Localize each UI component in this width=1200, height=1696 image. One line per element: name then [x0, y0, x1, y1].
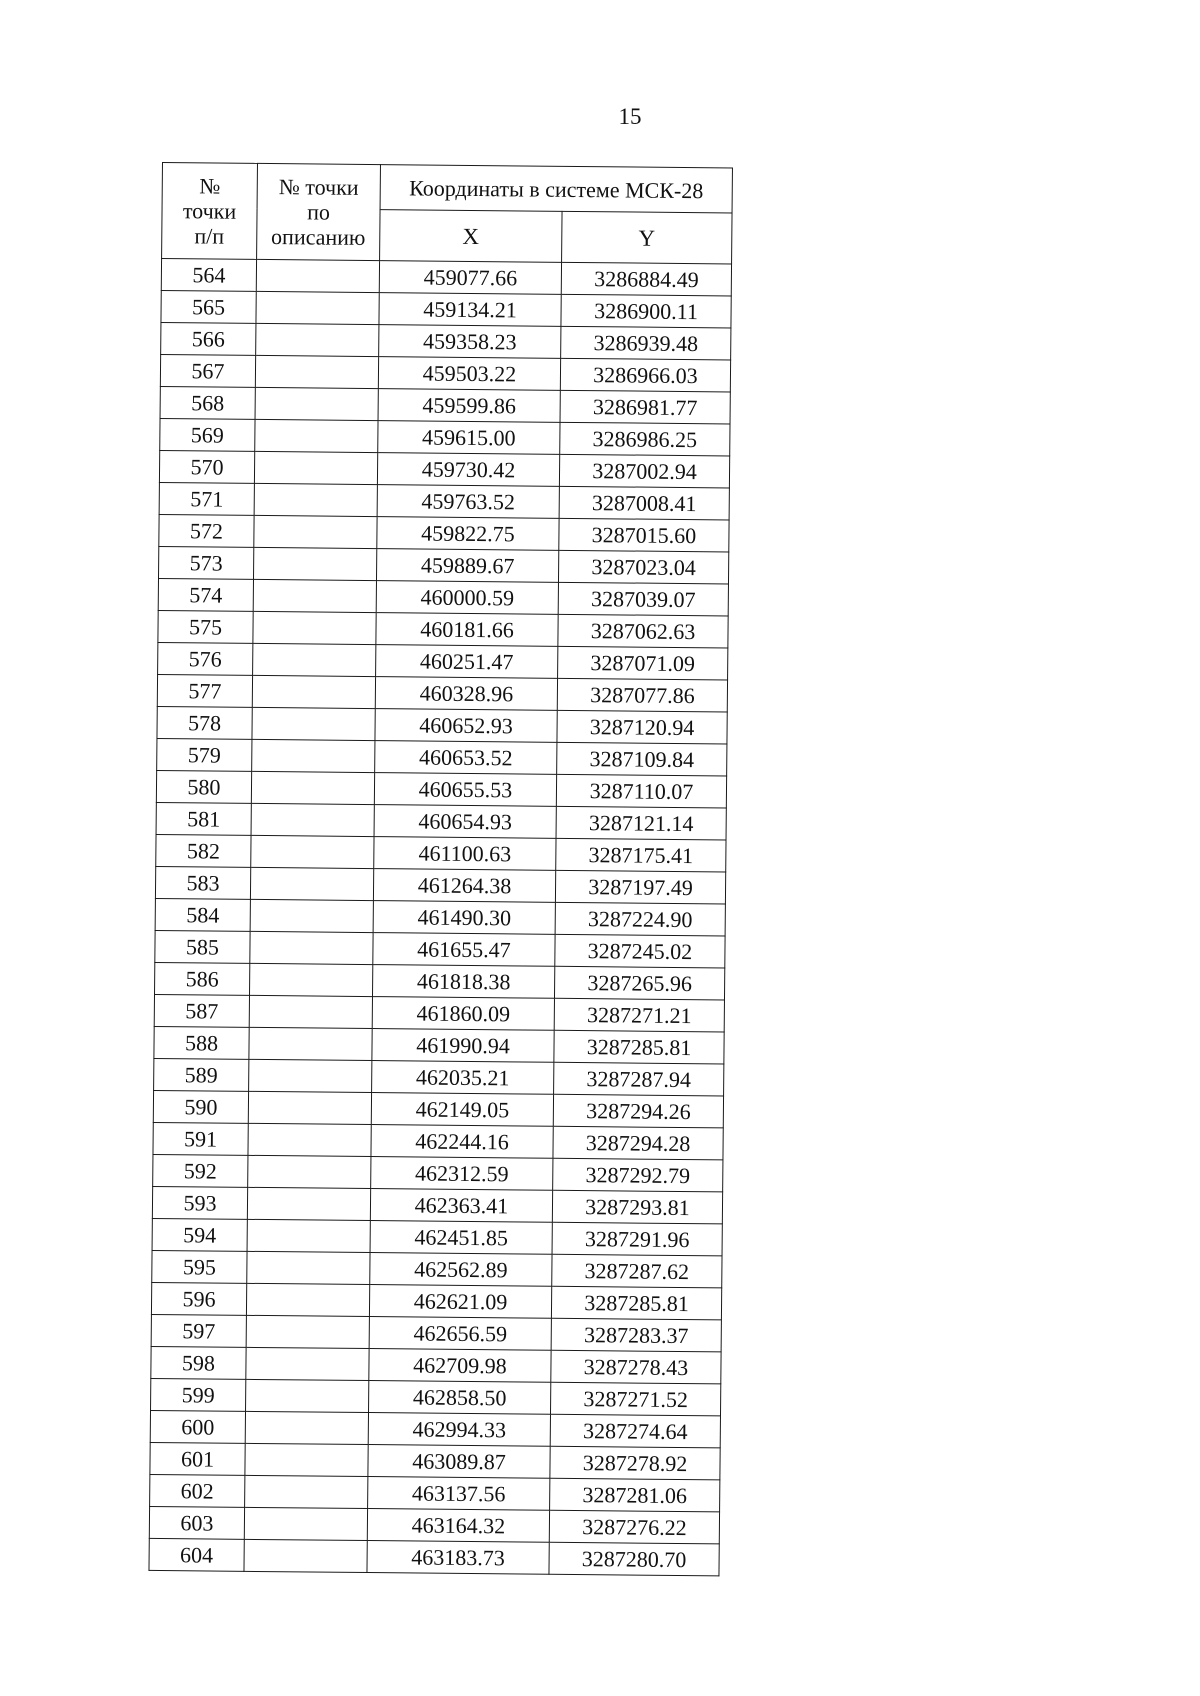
cell-point-number: 578 [157, 706, 252, 739]
cell-point-number: 581 [156, 802, 251, 835]
cell-y: 3287280.70 [549, 1542, 719, 1576]
header-row-top [162, 163, 732, 213]
cell-description-number [246, 1283, 369, 1316]
cell-point-number: 571 [159, 482, 254, 515]
cell-description-number [244, 1539, 367, 1572]
cell-point-number: 567 [160, 354, 255, 387]
cell-point-number: 598 [151, 1346, 246, 1379]
cell-description-number [251, 835, 374, 868]
cell-x: 462562.89 [370, 1253, 552, 1287]
cell-y: 3286884.49 [561, 262, 731, 296]
cell-y: 3287015.60 [559, 518, 729, 552]
cell-point-number: 584 [155, 898, 250, 931]
cell-description-number [249, 1027, 372, 1060]
cell-point-number: 580 [156, 770, 251, 803]
cell-y: 3287294.26 [553, 1094, 723, 1128]
cell-x: 461990.94 [372, 1029, 554, 1063]
cell-y: 3287274.64 [550, 1414, 720, 1448]
cell-x: 462363.41 [370, 1189, 552, 1223]
header-point-number-line1: № [199, 173, 221, 199]
header-point-number [162, 163, 258, 260]
cell-y: 3287245.02 [555, 934, 725, 968]
cell-y: 3287285.81 [554, 1030, 724, 1064]
cell-x: 463164.32 [367, 1509, 549, 1543]
cell-y: 3287120.94 [557, 710, 727, 744]
cell-x: 463089.87 [368, 1445, 550, 1479]
cell-x: 462656.59 [369, 1317, 551, 1351]
cell-description-number [254, 483, 377, 516]
cell-description-number [251, 803, 374, 836]
cell-description-number [250, 963, 373, 996]
cell-y: 3286986.25 [560, 422, 730, 456]
cell-point-number: 576 [158, 642, 253, 675]
cell-point-number: 569 [160, 418, 255, 451]
header-description-number [257, 163, 381, 260]
cell-y: 3287281.06 [550, 1478, 720, 1512]
cell-y: 3287023.04 [558, 550, 728, 584]
cell-point-number: 594 [152, 1218, 247, 1251]
cell-y: 3287110.07 [556, 774, 726, 808]
cell-x: 459763.52 [377, 485, 559, 519]
cell-y: 3287287.94 [554, 1062, 724, 1096]
cell-description-number [252, 707, 375, 740]
cell-y: 3287283.37 [551, 1318, 721, 1352]
cell-point-number: 579 [157, 738, 252, 771]
cell-x: 459077.66 [379, 261, 561, 295]
cell-y: 3287287.62 [552, 1254, 722, 1288]
cell-point-number: 587 [154, 994, 249, 1027]
cell-x: 462149.05 [371, 1093, 553, 1127]
cell-description-number [249, 1059, 372, 1092]
cell-x: 460653.52 [375, 741, 557, 775]
cell-x: 461490.30 [373, 901, 555, 935]
cell-y: 3286981.77 [560, 390, 730, 424]
cell-y: 3287265.96 [554, 966, 724, 1000]
cell-x: 461860.09 [372, 997, 554, 1031]
cell-point-number: 582 [156, 834, 251, 867]
header-y: Y [562, 211, 732, 264]
coordinates-table [148, 162, 732, 1576]
cell-x: 462621.09 [369, 1285, 551, 1319]
cell-description-number [248, 1155, 371, 1188]
cell-description-number [247, 1187, 370, 1220]
cell-x: 463137.56 [368, 1477, 550, 1511]
cell-x: 462451.85 [370, 1221, 552, 1255]
cell-point-number: 592 [153, 1154, 248, 1187]
cell-x: 462709.98 [369, 1349, 551, 1383]
cell-point-number: 604 [149, 1538, 244, 1571]
cell-x: 459134.21 [379, 293, 561, 327]
cell-y: 3287077.86 [557, 678, 727, 712]
cell-point-number: 599 [151, 1378, 246, 1411]
cell-y: 3286900.11 [561, 294, 731, 328]
cell-description-number [254, 515, 377, 548]
cell-description-number [254, 451, 377, 484]
cell-point-number: 597 [151, 1314, 246, 1347]
cell-description-number [255, 387, 378, 420]
cell-description-number [248, 1091, 371, 1124]
cell-description-number [253, 547, 376, 580]
cell-point-number: 593 [152, 1186, 247, 1219]
cell-point-number: 603 [149, 1506, 244, 1539]
cell-description-number [246, 1347, 369, 1380]
cell-point-number: 590 [153, 1090, 248, 1123]
cell-description-number [251, 771, 374, 804]
cell-description-number [250, 899, 373, 932]
table-body [149, 259, 732, 1576]
page-number: 15 [618, 104, 642, 129]
cell-description-number [249, 995, 372, 1028]
cell-point-number: 575 [158, 610, 253, 643]
cell-y: 3287224.90 [555, 902, 725, 936]
cell-point-number: 568 [160, 386, 255, 419]
cell-description-number [245, 1475, 368, 1508]
cell-description-number [247, 1219, 370, 1252]
cell-point-number: 586 [155, 962, 250, 995]
cell-y: 3287293.81 [552, 1190, 722, 1224]
cell-point-number: 565 [161, 290, 256, 323]
cell-x: 459889.67 [376, 549, 558, 583]
cell-description-number [252, 675, 375, 708]
cell-x: 460000.59 [376, 581, 558, 615]
cell-description-number [246, 1379, 369, 1412]
cell-y: 3287271.52 [550, 1382, 720, 1416]
cell-point-number: 591 [153, 1122, 248, 1155]
cell-y: 3287062.63 [558, 614, 728, 648]
header-description-number-line2: по [307, 199, 331, 225]
cell-point-number: 574 [158, 578, 253, 611]
cell-y: 3287121.14 [556, 806, 726, 840]
table-row [149, 1538, 719, 1575]
cell-y: 3287008.41 [559, 486, 729, 520]
header-description-number-line1: № точки [278, 174, 359, 200]
header-point-number-line3: п/п [194, 223, 225, 249]
cell-x: 459615.00 [378, 421, 560, 455]
header-point-number-line2: точки [182, 198, 237, 224]
cell-point-number: 585 [155, 930, 250, 963]
cell-description-number [255, 355, 378, 388]
cell-x: 459503.22 [378, 357, 560, 391]
cell-y: 3287294.28 [553, 1126, 723, 1160]
cell-x: 460654.93 [374, 805, 556, 839]
cell-x: 463183.73 [367, 1541, 549, 1575]
cell-description-number [256, 291, 379, 324]
cell-point-number: 600 [150, 1410, 245, 1443]
cell-x: 462994.33 [368, 1413, 550, 1447]
cell-point-number: 596 [151, 1282, 246, 1315]
cell-description-number [256, 259, 379, 292]
cell-x: 460655.53 [374, 773, 556, 807]
cell-x: 462858.50 [369, 1381, 551, 1415]
cell-x: 461655.47 [373, 933, 555, 967]
cell-description-number [255, 419, 378, 452]
cell-y: 3286939.48 [561, 326, 731, 360]
cell-x: 460652.93 [375, 709, 557, 743]
cell-x: 462244.16 [371, 1125, 553, 1159]
cell-description-number [253, 579, 376, 612]
cell-x: 460328.96 [375, 677, 557, 711]
table-header [162, 163, 733, 264]
cell-y: 3287039.07 [558, 582, 728, 616]
cell-description-number [245, 1411, 368, 1444]
cell-x: 459822.75 [377, 517, 559, 551]
cell-point-number: 583 [155, 866, 250, 899]
cell-point-number: 589 [154, 1058, 249, 1091]
header-x: X [380, 210, 562, 263]
cell-y: 3287278.92 [550, 1446, 720, 1480]
cell-description-number [253, 611, 376, 644]
cell-y: 3286966.03 [560, 358, 730, 392]
cell-x: 459599.86 [378, 389, 560, 423]
cell-description-number [256, 323, 379, 356]
cell-y: 3287291.96 [552, 1222, 722, 1256]
cell-y: 3287278.43 [551, 1350, 721, 1384]
cell-x: 459358.23 [379, 325, 561, 359]
cell-description-number [246, 1315, 369, 1348]
cell-x: 462035.21 [372, 1061, 554, 1095]
cell-description-number [244, 1507, 367, 1540]
cell-x: 461100.63 [374, 837, 556, 871]
cell-x: 460181.66 [376, 613, 558, 647]
cell-point-number: 602 [150, 1474, 245, 1507]
cell-point-number: 573 [159, 546, 254, 579]
cell-point-number: 566 [161, 322, 256, 355]
cell-description-number [245, 1443, 368, 1476]
cell-point-number: 595 [152, 1250, 247, 1283]
cell-description-number [247, 1251, 370, 1284]
cell-y: 3287285.81 [551, 1286, 721, 1320]
cell-x: 459730.42 [377, 453, 559, 487]
cell-point-number: 570 [159, 450, 254, 483]
cell-description-number [250, 931, 373, 964]
cell-y: 3287002.94 [559, 454, 729, 488]
cell-y: 3287271.21 [554, 998, 724, 1032]
cell-x: 460251.47 [376, 645, 558, 679]
cell-y: 3287109.84 [557, 742, 727, 776]
cell-x: 461264.38 [373, 869, 555, 903]
cell-y: 3287197.49 [555, 870, 725, 904]
cell-y: 3287071.09 [558, 646, 728, 680]
cell-description-number [253, 643, 376, 676]
header-description-number-line3: описанию [270, 224, 366, 250]
cell-point-number: 601 [150, 1442, 245, 1475]
cell-y: 3287292.79 [553, 1158, 723, 1192]
cell-description-number [248, 1123, 371, 1156]
cell-point-number: 572 [159, 514, 254, 547]
header-coordinates-group: Координаты в системе МСК-28 [380, 165, 732, 213]
cell-description-number [250, 867, 373, 900]
cell-y: 3287175.41 [556, 838, 726, 872]
cell-point-number: 564 [161, 259, 256, 292]
cell-point-number: 588 [154, 1026, 249, 1059]
cell-description-number [252, 739, 375, 772]
cell-x: 461818.38 [372, 965, 554, 999]
cell-x: 462312.59 [371, 1157, 553, 1191]
cell-y: 3287276.22 [549, 1510, 719, 1544]
cell-point-number: 577 [157, 674, 252, 707]
